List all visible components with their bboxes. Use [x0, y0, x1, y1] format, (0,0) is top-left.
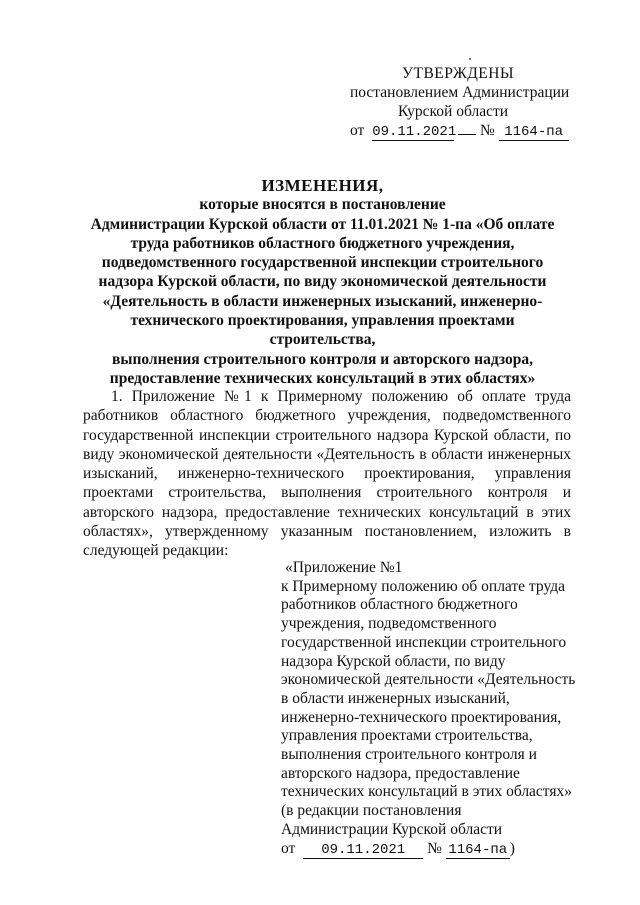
- heading-title: ИЗМЕНЕНИЯ,: [261, 176, 384, 195]
- heading-line: Администрации Курской области от 11.01.2021 № 1-па «Об оплате: [90, 215, 555, 233]
- appendix-header-block: [281, 559, 581, 859]
- appendix-line: технических консультаций в этих областях»: [281, 783, 573, 801]
- approval-date-row: [350, 121, 580, 141]
- appendix-line: к Примерному положению об оплате труда: [281, 577, 565, 595]
- appendix-date: 09.11.2021: [303, 843, 423, 859]
- appendix-line: Администрации Курской области: [281, 820, 503, 838]
- appendix-number: 1164-па: [446, 843, 510, 859]
- appendix-line: управления проектами строительства,: [281, 727, 533, 745]
- appendix-line: экономической деятельности «Деятельность: [281, 671, 576, 689]
- approval-title: УТВЕРЖДЕНЫ: [402, 65, 514, 82]
- scan-speck: [469, 58, 471, 60]
- heading-line: которые вносятся в постановление: [199, 196, 446, 214]
- heading-line: труда работников областного бюджетного учреждения,: [130, 234, 515, 252]
- appendix-line: надзора Курской области, по виду: [281, 652, 506, 670]
- approval-line-1: постановлением Администрации: [350, 84, 570, 101]
- appendix-line: в области инженерных изысканий,: [281, 689, 510, 707]
- approval-number: 1164-па: [499, 125, 569, 141]
- heading-line: выполнения строительного контроля и авторского надзора,: [111, 350, 534, 368]
- approval-number-prefix: №: [479, 122, 495, 139]
- heading-line: технического проектирования, управления проектами строительства,: [130, 312, 515, 349]
- heading-line: «Деятельность в области инженерных изысканий, инженерно-: [102, 292, 543, 310]
- heading-line: предоставление технических консультаций в этих областях»: [109, 369, 536, 387]
- appendix-closing-paren: ): [509, 839, 515, 857]
- appendix-line: учреждения, подведомственного: [281, 615, 497, 633]
- approval-line-2: Курской области: [398, 103, 509, 120]
- approval-stamp-block: [350, 64, 580, 141]
- heading-line: подведомственного государственной инспекции строительного: [101, 254, 544, 272]
- appendix-line: (в редакции постановления: [281, 802, 462, 820]
- heading-line: надзора Курской области, по виду экономической деятельности: [98, 273, 547, 291]
- approval-date: 09.11.2021: [372, 124, 457, 140]
- approval-date-prefix: от: [350, 122, 365, 139]
- appendix-line: работников областного бюджетного: [281, 596, 518, 614]
- appendix-line: «Приложение №1: [285, 559, 403, 576]
- appendix-number-prefix: №: [427, 839, 442, 857]
- appendix-line: государственной инспекции строительного: [281, 633, 567, 651]
- appendix-line: выполнения строительного контроля и: [281, 746, 537, 764]
- changes-heading: [80, 176, 565, 388]
- appendix-line: инженерно-технического проектирования,: [281, 708, 562, 726]
- appendix-date-prefix: от: [281, 839, 296, 857]
- body-paragraph-1: 1. Приложение №1 к Примерному положению об оплате труда работников областного бюджетного учреждения, подведомственного государственной инспекции строительного надзора Курской области, по виду экономической деятельности «Деятельность в области инженерных изысканий, инженерно-технического проектирования, управления проектами строительства, выполнения строительного контроля и авторского надзора, предоставление технических консультаций в этих областях», утвержденному указанным постановлением, изложить в следующей редакции:: [83, 388, 571, 560]
- appendix-date-row: [281, 840, 581, 859]
- appendix-line: авторского надзора, предоставление: [281, 764, 520, 782]
